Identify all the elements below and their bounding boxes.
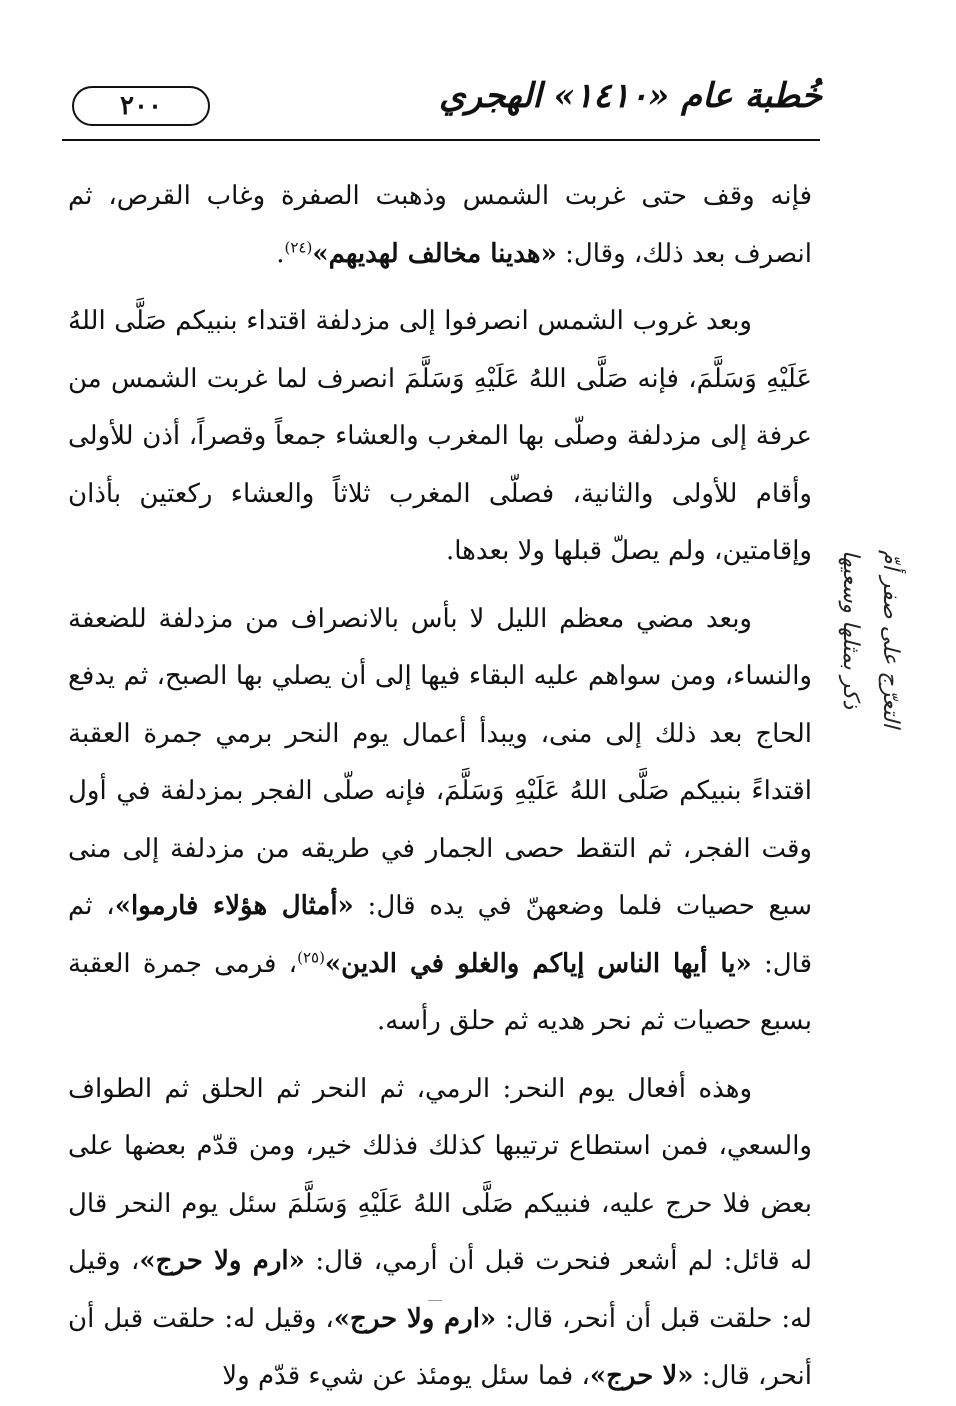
paragraph-text: ، وقيل له: حلقت قبل أن أنحر، قال: [68,1246,812,1334]
paragraph-text: . [276,238,285,269]
paragraph [68,293,812,581]
handwritten-margin-note [826,550,926,740]
body-text [68,168,812,1406]
hadith-quote: «لا حرج» [589,1361,694,1391]
hadith-quote: «أمثال هؤلاء فارموا» [114,891,354,921]
paragraph [68,168,812,283]
page-number: ٢٠٠ [120,91,162,121]
hadith-quote: «ارم ولا حرج» [139,1246,305,1276]
footnote-marker: (٢٥) [297,947,325,966]
paragraph-text: وهذه أفعال يوم النحر: الرمي، ثم النحر ثم الحلق ثم الطواف والسعي، فمن استطاع ترتيبها كذلك فذلك خير، ومن قدّم بعضها على بعض فلا حرج عليه، فنبيكم صَلَّى اللهُ عَلَيْهِ وَسَلَّمَ سئل يوم النحر قال له قائل: لم أشعر فنحرت قبل أن أرمي، قال: [68,1073,812,1276]
paragraph-text: وبعد مضي معظم الليل لا بأس بالانصراف من مزدلفة للضعفة والنساء، ومن سواهم عليه البقاء فيها إلى أن يصلي بها الصبح، ثم يدفع الحاج بعد ذلك إلى منى، ويبدأ أعمال يوم النحر برمي جمرة العقبة اقتداءً بنبيكم صَلَّى اللهُ عَلَيْهِ وَسَلَّمَ، فإنه صلّى الفجر بمزدلفة في أول وقت الفجر، ثم التقط حصى الجمار في طريقه من مزدلفة إلى منى سبع حصيات فلما وضعهنّ في يده قال: [68,603,812,921]
hadith-quote: «يا أيها الناس إياكم والغلو في الدين» [324,948,752,979]
page-header [62,70,822,140]
paragraph-text: ، فرمى جمرة العقبة بسبع حصيات ثم نحر هديه ثم حلق رأسه. [68,948,812,1036]
paragraph [68,1061,812,1406]
bottom-rule [428,1300,442,1301]
margin-note-line: التعرّج على صفر أمّ [878,550,903,728]
paragraph [68,591,812,1051]
footnote-marker: (٢٤) [284,237,313,256]
page-number-badge [72,86,210,126]
paragraph-text: وبعد غروب الشمس انصرفوا إلى مزدلفة اقتداء بنبيكم صَلَّى اللهُ عَلَيْهِ وَسَلَّمَ، فإنه صَلَّى اللهُ عَلَيْهِ وَسَلَّمَ انصرف لما غربت الشمس من عرفة إلى مزدلفة وصلّى بها المغرب والعشاء جمعاً وقصراً، أذن للأولى وأقام للأولى والثانية، فصلّى المغرب ثلاثاً والعشاء ركعتين بأذان وإقامتين، ولم يصلّ قبلها ولا بعدها. [68,306,812,566]
margin-note-line: ذكر بمثلها وسعيها [838,550,863,710]
header-divider [62,139,820,141]
paragraph-text: ، فما سئل يومئذ عن شيء قدّم ولا [222,1361,590,1391]
paragraph-text: فإنه وقف حتى غربت الشمس وذهبت الصفرة وغاب القرص، ثم انصرف بعد ذلك، وقال: [68,181,812,269]
hadith-quote: «ارم ولا حرج» [333,1303,497,1334]
hadith-quote: «هدينا مخالف لهديهم» [312,238,557,269]
paragraph-text: ، وقيل له: حلقت قبل أن أنحر، قال: [68,1303,812,1391]
running-title: خُطبة عام «١٤١٠» الهجري [439,76,822,116]
paragraph-text: ، ثم قال: [68,891,812,979]
